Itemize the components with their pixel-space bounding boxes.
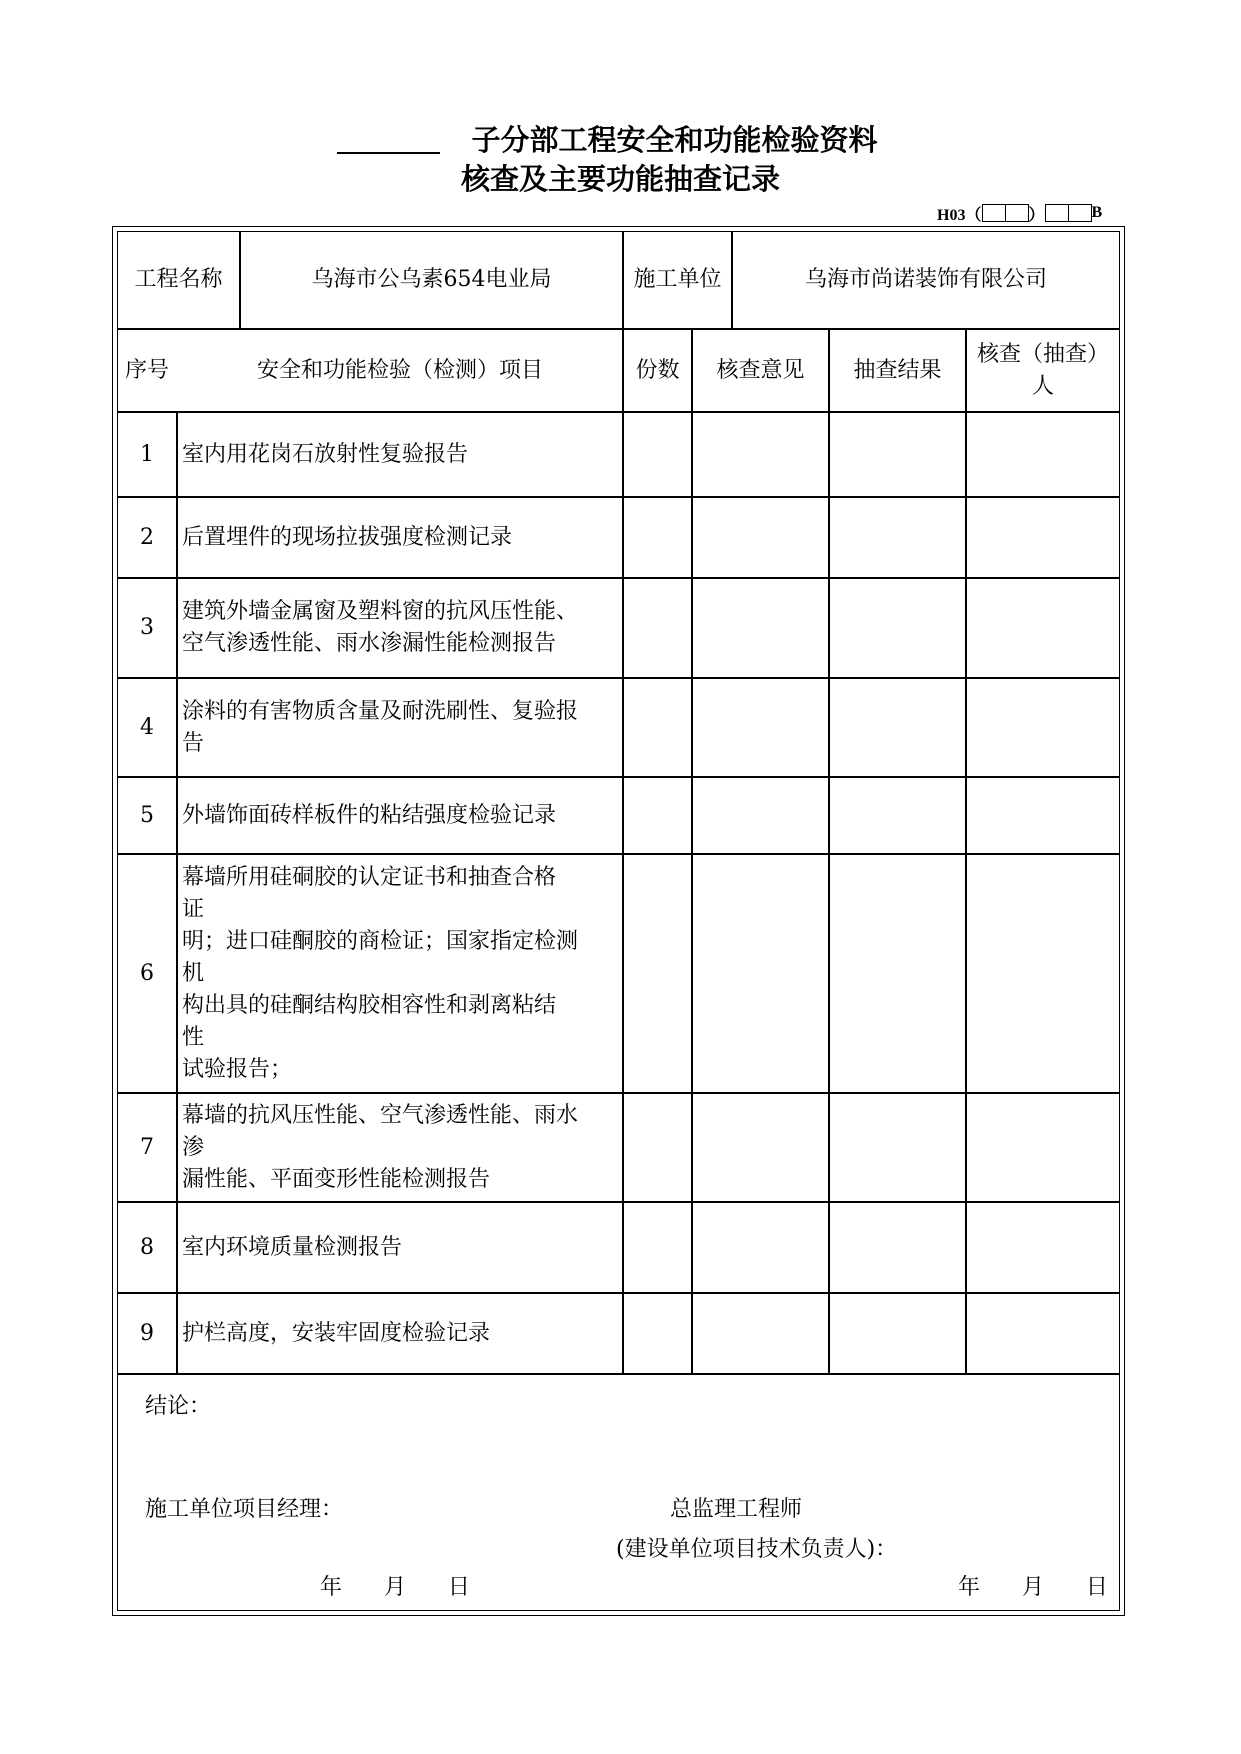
- conclusion-label: 结论：: [145, 1394, 212, 1419]
- col-header-opinion: 核查意见: [716, 357, 805, 383]
- row-number: 7: [140, 1134, 154, 1160]
- row-item: 外墙饰面砖样板件的粘结强度检验记录: [182, 802, 557, 828]
- form-code-box: [1068, 204, 1092, 222]
- row-number: 6: [140, 960, 154, 986]
- row-item: 涂料的有害物质含量及耐洗刷性、复验报 告: [182, 698, 579, 756]
- col-header-checker: 核查（抽查） 人: [976, 341, 1109, 399]
- project-name-value[interactable]: 乌海市公乌素654电业局: [311, 267, 552, 292]
- row-item: 幕墙的抗风压性能、空气渗透性能、雨水 渗 漏性能、平面变形性能检测报告: [182, 1102, 579, 1192]
- form-title-line1: 子分部工程安全和功能检验资料: [471, 123, 878, 157]
- form-code-mid: ）: [1028, 206, 1045, 224]
- row-number: 5: [140, 802, 154, 828]
- form-code-box: [1045, 204, 1069, 222]
- form-title-line2: 核查及主要功能抽查记录: [460, 162, 780, 196]
- title-blank-line: [337, 152, 440, 154]
- contractor-label: 施工单位: [633, 267, 722, 292]
- form-code-box: [982, 204, 1006, 222]
- row-number: 8: [140, 1234, 154, 1260]
- col-divider: [622, 328, 624, 1373]
- col-header-copies: 份数: [635, 357, 680, 383]
- form-code-prefix: H03（: [937, 206, 982, 224]
- row-item: 建筑外墙金属窗及塑料窗的抗风压性能、 空气渗透性能、雨水渗漏性能检测报告: [182, 599, 579, 656]
- row-number: 9: [140, 1320, 154, 1346]
- row-number: 4: [140, 714, 154, 740]
- col-divider: [691, 328, 693, 1373]
- col-header-result: 抽查结果: [853, 357, 942, 383]
- row-item: 室内环境质量检测报告: [182, 1234, 403, 1260]
- col-header-item: 安全和功能检验（检测）项目: [256, 357, 543, 383]
- contractor-pm-label: 施工单位项目经理：: [145, 1497, 344, 1522]
- row-number: 3: [140, 615, 154, 640]
- col-divider: [965, 328, 967, 1373]
- col-header-no: 序号: [124, 357, 169, 383]
- form-code: [936, 203, 1103, 223]
- col-divider: [828, 328, 830, 1373]
- date-right: 年 月 日: [958, 1575, 1108, 1600]
- form-code-box: [1005, 204, 1029, 222]
- owner-tech-label: (建设单位项目技术负责人)：: [616, 1537, 898, 1562]
- row-item: 幕墙所用硅硐胶的认定证书和抽查合格 证 明；进口硅酮胶的商检证；国家指定检测 机 构出具的硅酮结构胶相容性和剥离粘结 性 试验报告；: [182, 864, 579, 1082]
- date-left: 年 月 日: [320, 1575, 470, 1600]
- row-divider: [117, 1373, 1120, 1375]
- project-name-label: 工程名称: [134, 267, 223, 292]
- row-item: 室内用花岗石放射性复验报告: [182, 441, 469, 467]
- row-number: 2: [140, 524, 154, 550]
- form-code-suffix: B: [1091, 204, 1103, 221]
- row-item: 护栏高度，安装牢固度检验记录: [182, 1320, 491, 1346]
- row-number: 1: [140, 441, 154, 467]
- contractor-value[interactable]: 乌海市尚诺装饰有限公司: [804, 267, 1047, 292]
- chief-supervisor-label: 总监理工程师: [670, 1497, 803, 1522]
- row-item: 后置埋件的现场拉拔强度检测记录: [182, 524, 513, 550]
